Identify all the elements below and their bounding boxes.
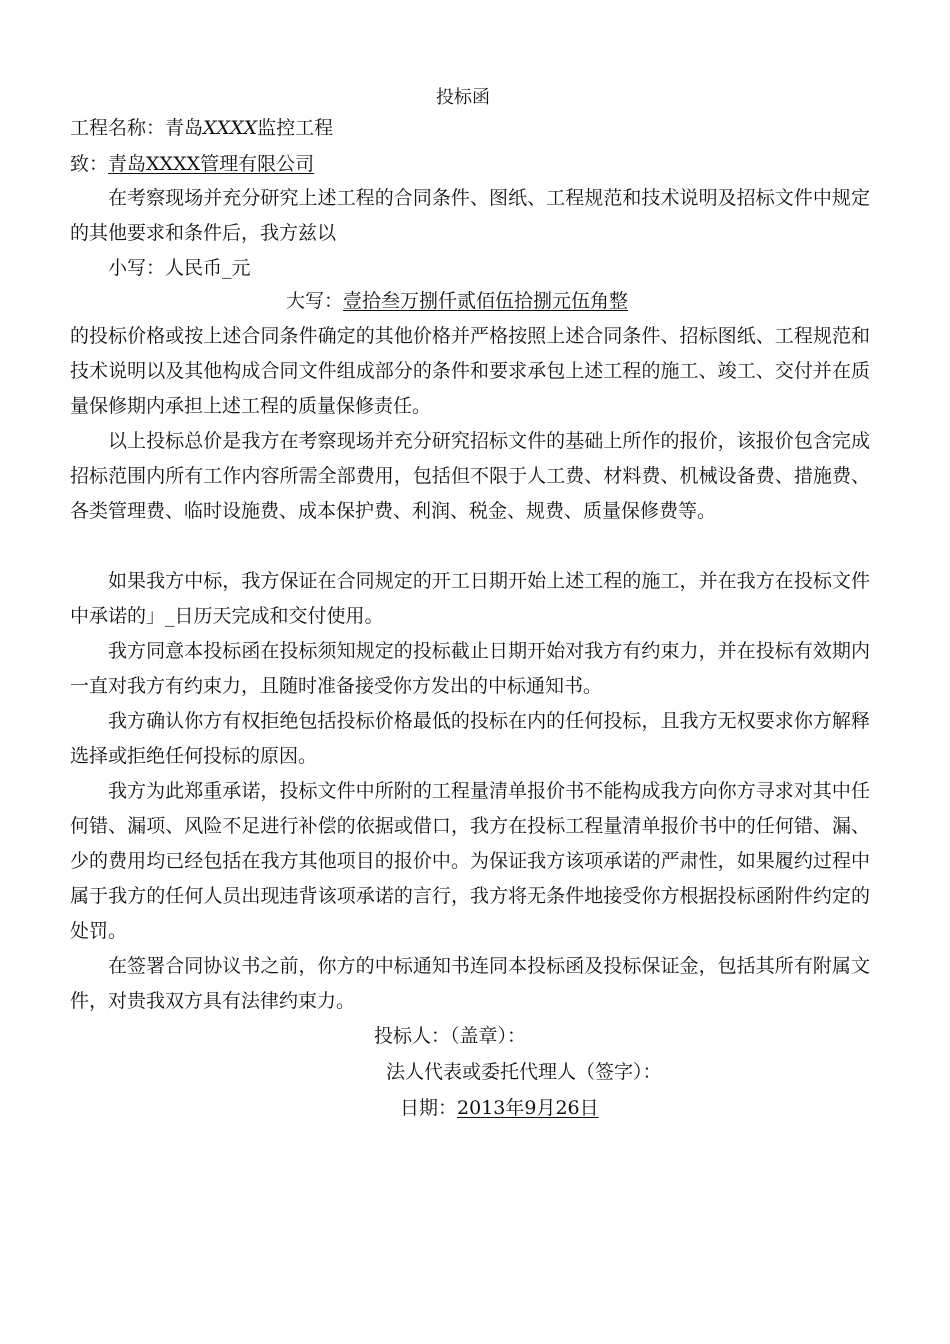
paragraph-rejection-right: 我方确认你方有权拒绝包括投标价格最低的投标在内的任何投标，且我方无权要求你方解释选择或拒绝任何投标的原因。 [70, 710, 870, 767]
paragraph-schedule: 如果我方中标，我方保证在合同规定的开工日期开始上述工程的施工，并在我方在投标文件中承诺的」_日历天完成和交付使用。 [70, 570, 870, 627]
bidder-seal-line: 投标人：（盖章）： [374, 1025, 527, 1047]
project-name-prefix: 青岛 [165, 117, 204, 139]
project-name-line [70, 116, 333, 140]
addressee-label: 致： [70, 153, 109, 175]
paragraph-intro: 在考察现场并充分研究上述工程的合同条件、图纸、工程规范和技术说明及招标文件中规定的其他要求和条件后，我方兹以 [70, 187, 870, 244]
addressee-line [70, 152, 314, 176]
project-name-suffix: 监控工程 [257, 117, 334, 139]
date-line [400, 1096, 599, 1120]
big-amount-line [286, 289, 628, 313]
big-amount-label: 大写： [286, 290, 344, 312]
date-label: 日期： [400, 1097, 458, 1119]
project-name-label: 工程名称： [70, 117, 166, 139]
paragraph-commitment: 我方为此郑重承诺，投标文件中所附的工程量清单报价书不能构成我方向你方寻求对其中任何错、漏项、风险不足进行补偿的依据或借口，我方在投标工程量清单报价书中的任何错、漏、少的费用均已经包括在我方其他项目的报价中。为保证我方该项承诺的严肃性，如果履约过程中属于我方的任何人员出现违背该项承诺的言行，我方将无条件地接受你方根据投标函附件约定的处罚。 [70, 780, 870, 942]
addressee-name: 青岛XXXX管理有限公司 [108, 153, 315, 175]
paragraph-total-price: 以上投标总价是我方在考察现场并充分研究招标文件的基础上所作的报价，该报价包含完成招标范围内所有工作内容所需全部费用，包括但不限于人工费、材料费、机械设备费、措施费、各类管理费、临时设施费、成本保护费、利润、税金、规费、质量保修费等。 [70, 430, 870, 522]
paragraph-price-terms: 的投标价格或按上述合同条件确定的其他价格并严格按照上述合同条件、招标图纸、工程规范和技术说明以及其他构成合同文件组成部分的条件和要求承包上述工程的施工、竣工、交付并在质量保修期内承担上述工程的质量保修责任。 [70, 325, 870, 417]
small-amount-line: 小写：人民币_元 [108, 257, 251, 279]
date-value: 2013年9月26日 [457, 1097, 599, 1119]
legal-rep-signature-line: 法人代表或委托代理人（签字）： [386, 1061, 662, 1083]
big-amount-value: 壹拾叁万捌仟贰佰伍拾捌元伍角整 [343, 290, 629, 312]
paragraph-validity: 我方同意本投标函在投标须知规定的投标截止日期开始对我方有约束力，并在投标有效期内一直对我方有约束力，且随时准备接受你方发出的中标通知书。 [70, 640, 870, 697]
document-title: 投标函 [436, 87, 490, 108]
paragraph-binding: 在签署合同协议书之前，你方的中标通知书连同本投标函及投标保证金，包括其所有附属文件，对贵我双方具有法律约束力。 [70, 955, 870, 1012]
project-name-placeholder: XXXX [203, 117, 258, 139]
